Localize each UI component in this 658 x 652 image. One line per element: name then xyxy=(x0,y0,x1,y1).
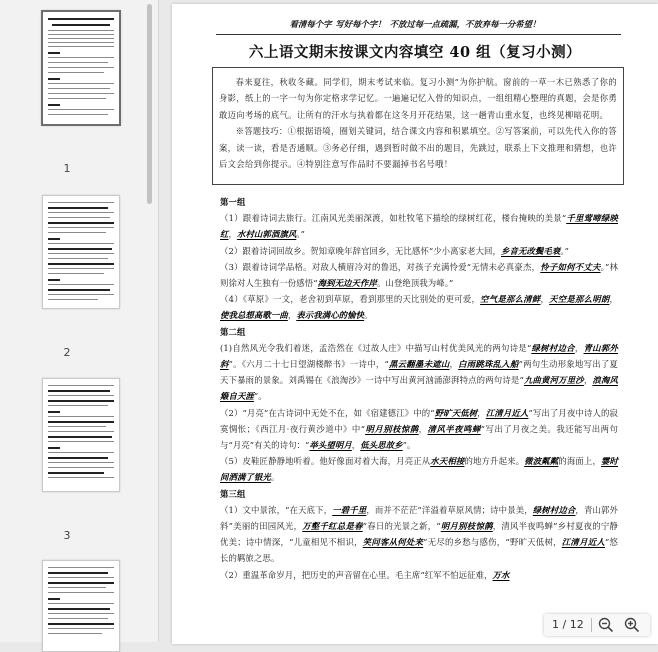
answer-text: 天空是那么明朗 xyxy=(549,294,610,305)
sidebar-scrollbar[interactable] xyxy=(147,4,152,204)
answer-text: 浪淘风簸自天涯 xyxy=(220,375,618,402)
answer-text: 表示我满心的愉快 xyxy=(296,310,365,321)
answer-text: 使我总想高歌一曲 xyxy=(220,310,288,321)
answer-text: 江清月近人 xyxy=(561,537,605,548)
page-thumbnail-2[interactable] xyxy=(42,195,120,309)
answer-text: 低头思故乡 xyxy=(360,440,403,451)
section-heading: 第三组 xyxy=(220,488,246,499)
section-heading: 第二组 xyxy=(220,326,246,337)
question-item: （1）跟着诗词去旅行。江南风光美丽深渡，如杜牧笔下描绘的绿树红花，楼台掩映的美景“千里莺啼绿映红，水村山郭酒旗风。” xyxy=(220,213,618,240)
answer-text: 空气是那么清鲜 xyxy=(480,294,541,305)
answer-text: 青山郭外斜 xyxy=(220,342,618,370)
answer-text: 笑问客从何处来 xyxy=(362,537,424,548)
page-thumbnail-3[interactable] xyxy=(42,378,120,492)
answer-text: 明月别枝惊鹊 xyxy=(365,423,419,434)
answer-text: 江清月近人 xyxy=(485,407,529,418)
answer-text: 明月别枝惊鹊 xyxy=(440,521,493,532)
answer-text: 乡音无改鬓毛衰 xyxy=(501,245,561,256)
answer-text: 绿树村边合 xyxy=(532,504,576,515)
pager-divider xyxy=(591,618,592,632)
answer-text: 水天相接 xyxy=(430,456,465,467)
exercise-content xyxy=(220,194,618,583)
answer-text: 水村山郭酒旗风 xyxy=(236,229,297,240)
answer-text: 绿树村边合 xyxy=(531,342,575,353)
answer-text: 一碧千里 xyxy=(332,504,367,515)
answer-text: 海到无边天作岸 xyxy=(317,278,377,289)
thumbnail-page-number: 2 xyxy=(63,346,71,359)
question-item: (1)自然风光令我们着迷，孟浩然在《过故人庄》中描写山村优美风光的两句诗是“绿树村边合，青山郭外斜”。《六月二十七日望湖楼醉书》一诗中，“黑云翻墨未遮山，白雨跳珠乱入船”两句生动形象地写出了夏天下暴雨的景象。刘禹锡在《浪淘沙》一诗中写出黄河汹涌澎湃特点的两句诗是“九曲黄河万里沙，浪淘风簸自天涯”。 xyxy=(220,342,618,402)
question-item: （1）文中景浓，“在天底下，一碧千里，而并不茫茫”洋溢着草原风情；诗中景美，绿树村边合，青山郭外斜”美丽的田园风光，万壑千红总是春”春日的光景之新，“明月别枝惊鹊，清风半夜鸣蝉”乡村夏夜的宁静优美；诗中情深，“儿童相见不相识，笑问客从何处来”无尽的乡愁与感伤，“野旷天低树，江清月近人”悠长的羁旅之思。 xyxy=(220,504,619,564)
answer-text: 千里莺啼绿映红 xyxy=(220,213,618,240)
page-indicator[interactable]: 1 / 12 xyxy=(552,618,584,631)
section-heading: 第一组 xyxy=(220,197,246,207)
thumbnail-page-number: 1 xyxy=(63,162,71,175)
thumbnail-sidebar xyxy=(0,0,159,642)
zoom-out-icon[interactable] xyxy=(598,617,614,633)
tips-paragraph: ※答题技巧：①根据语境，圈划关键词，结合课文内容和积累填空。②写答案前，可以先代入你的答案，读一读，看是否通顺。③务必仔细，遇到暂时做不出的题目，先跳过，联系上下文推理和猜想，也许后文会给到你提示。④特别注意写作品时不要漏掉书名号哦！ xyxy=(219,126,617,170)
zoom-in-icon[interactable] xyxy=(624,617,640,633)
thumbnail-page-number: 3 xyxy=(63,529,71,542)
answer-text: 黑云翻墨未遮山 xyxy=(388,359,450,370)
question-item: （2）“月亮”在古诗词中无处不在，如《宿建德江》中的“野旷天低树，江清月近人”写出了月夜中诗人的寂寞惆怅；《西江月·夜行黄沙道中》中“明月别枝惊鹊，清风半夜鸣蝉”写出了月夜之美。我还能写出两句与“月亮”有关的诗句：“举头望明月，低头思故乡”。 xyxy=(220,407,619,451)
question-item: （3）跟着诗词学品格。对敌人横眉冷对的鲁迅，对孩子充满怜爱“无情未必真豪杰，怜子如何不丈夫。”林则徐对人生独有一份感悟“海到无边天作岸。山登绝顶我为峰。” xyxy=(220,261,618,289)
page-title: 六上语文期末按课文内容填空 40 组（复习小测） xyxy=(248,44,582,61)
intro-paragraph: 春来夏往，秋收冬藏。同学们，期末考试来临。复习小测”为你护航。窗前的一草一木已熟悉了你的身影，纸上的一字一句为你定格求学记忆。一遍遍记忆入骨的知识点，一组组精心整理的真题，会是你勇敢迈向考场的底气。让所有的汗水与执着都在这冬月开花结果，这一趟青山重水复，也终见柳暗花明。 xyxy=(219,77,617,120)
answer-text: 万水 xyxy=(492,569,510,580)
page-thumbnail-4[interactable] xyxy=(42,560,120,652)
answer-text: 野旷天低树 xyxy=(434,407,478,418)
answer-text: 举头望明月 xyxy=(309,440,352,451)
question-item: （4）《草原》一文，老舍初到草原，看到那里的天比别处的更可爱，空气是那么清鲜，天空是那么明朗，使我总想高歌一曲，表示我满心的愉快。 xyxy=(220,294,618,321)
intro-box xyxy=(212,67,624,185)
header-rule xyxy=(216,34,621,35)
answer-text: 霎时间洒满了银光 xyxy=(220,456,619,483)
page-zoom-control xyxy=(544,614,650,636)
answer-text: 微波粼粼 xyxy=(524,456,559,467)
question-item: （5）皮鞋匠静静地听着。他好像面对着大海，月亮正从水天相接的地方升起来。微波粼粼的海面上，霎时间洒满了银光。 xyxy=(220,456,619,483)
answer-text: 万壑千红总是春 xyxy=(302,521,363,532)
answer-text: 怜子如何不丈夫 xyxy=(540,261,601,272)
document-page xyxy=(172,4,658,644)
question-item: （2）重温革命岁月，把历史的声音留在心里。毛主席“红军不怕远征难，万水 xyxy=(220,569,510,580)
question-item: （2）跟着诗词回故乡。贺知章晚年辞官回乡，无比感怀“少小离家老大回，乡音无改鬓毛衰。” xyxy=(220,245,570,256)
page-motto: 看清每个字 写好每个字！ 不放过每一点疏漏，不放弃每一分希望！ xyxy=(289,19,541,29)
page-thumbnail-1[interactable] xyxy=(41,10,121,126)
answer-text: 白雨跳珠乱入船 xyxy=(458,359,519,370)
answer-text: 清风半夜鸣蝉 xyxy=(427,423,481,434)
answer-text: 九曲黄河万里沙 xyxy=(523,375,584,386)
